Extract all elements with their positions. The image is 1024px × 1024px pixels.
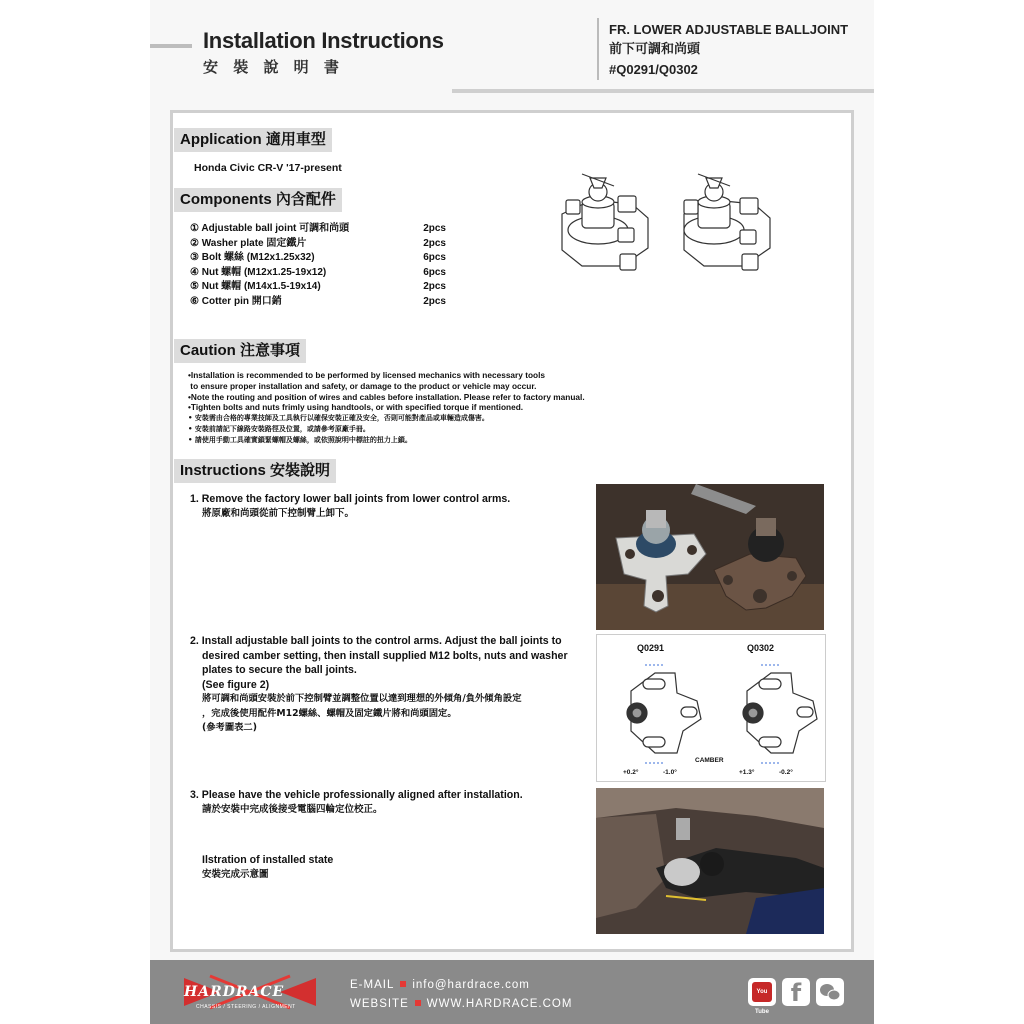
header-divider <box>597 18 599 80</box>
website-line: WEBSITE WWW.HARDRACE.COM <box>350 998 573 1010</box>
list-item: ③ Bolt 螺絲 (M12x1.25x32) 6pcs <box>190 252 446 263</box>
logo-tagline: CHASSIS / STEERING / ALIGNMENT <box>196 1004 296 1010</box>
facebook-icon[interactable]: f <box>782 978 810 1006</box>
product-name-zh: 前下可調和尚頭 <box>609 42 701 57</box>
photo-factory-ball-joints <box>596 484 824 630</box>
step-1: 1. Remove the factory lower ball joints from lower control arms. 將原廠和尚頭從前下控制臂上卸下。 <box>190 493 511 519</box>
wechat-icon[interactable] <box>816 978 844 1006</box>
youtube-icon[interactable]: You Tube <box>748 978 776 1006</box>
photo-factory-ball-joints-graphic <box>596 484 824 630</box>
ball-joint-drawing <box>552 166 782 282</box>
ball-joint-right <box>684 174 770 270</box>
diagram-label-q0291: Q0291 <box>637 643 665 653</box>
photo-installed-state-graphic <box>596 788 824 934</box>
diagram-label-q0302: Q0302 <box>747 643 775 653</box>
ball-joint-left <box>562 174 648 270</box>
caution-heading: Caution 注意事項 <box>174 339 306 363</box>
camber-value-2: -1.0° <box>663 769 677 776</box>
application-vehicle: Honda Civic CR-V '17-present <box>194 162 342 174</box>
instructions-heading: Instructions 安裝說明 <box>174 459 336 483</box>
camber-value-1: +0.2° <box>623 769 639 776</box>
header-rule-left <box>150 44 192 48</box>
wechat-glyph <box>816 978 844 1006</box>
photo-installed-state <box>596 788 824 934</box>
logo-text: HARDRACE <box>184 984 285 1000</box>
bullet-icon <box>400 981 406 987</box>
product-name: FR. LOWER ADJUSTABLE BALLJOINT <box>609 22 849 37</box>
hardrace-logo <box>180 972 320 1021</box>
list-item: ④ Nut 螺帽 (M12x1.25-19x12) 6pcs <box>190 266 446 278</box>
bullet-icon <box>415 1000 421 1006</box>
email-link[interactable]: info@hardrace.com <box>412 979 530 991</box>
header-rule-right <box>452 89 874 93</box>
application-heading: Application 適用車型 <box>174 128 332 152</box>
camber-value-4: -0.2° <box>779 769 793 776</box>
list-item: ⑤ Nut 螺帽 (M14x1.5-19x14) 2pcs <box>190 281 446 292</box>
camber-diagram <box>596 634 826 782</box>
page-title-zh: 安 裝 說 明 書 <box>203 58 344 76</box>
camber-value-3: +1.3° <box>739 769 755 776</box>
page-title: Installation Instructions <box>203 28 444 53</box>
step-3: 3. Please have the vehicle professionally aligned after installation. 請於安裝中完成後接受電腦四輪定位校正。 <box>190 789 523 815</box>
caution-text: •Installation is recommended to be performed by licensed mechanics with necessary tools to ensure proper installation and safety, or damage to the product or vehicle may occur. •Note the routing and position of wires and cables before installation. Please refer to factory manual. •Tighten bolts and nuts frimly using handtools, or with specified torque if mentioned. • 安裝需由合格的專業技師及工具執行以確保安裝正確及安全，否則可能對產品或車輛造成傷害。 • 安裝前請記下線路安裝路徑及位置，或請參考原廠手冊。 • 請使用手動工具確實鎖緊螺帽及螺絲，或依照說明中標註的扭力上鎖。 <box>188 370 585 444</box>
email-line: E-MAIL info@hardrace.com <box>350 979 530 991</box>
part-number: #Q0291/Q0302 <box>609 62 698 77</box>
website-link[interactable]: WWW.HARDRACE.COM <box>426 998 573 1010</box>
step-2: 2. Install adjustable ball joints to the control arms. Adjust the ball joints to desired camber setting, then install supplied M12 bolts, nuts and washer plates to secure the ball joints. (See figure 2) 將可調和尚頭安裝於前下控制臂並調整位置以達到理想的外傾角/負外傾角設定 ，完成後使用配件M12螺絲、螺帽及固定鐵片將和尚頭固定。 (參考圖表二) <box>190 635 568 733</box>
contact-info <box>350 976 572 1014</box>
list-item: ② Washer plate 固定鐵片 2pcs <box>190 237 446 249</box>
camber-label: CAMBER <box>695 757 724 764</box>
list-item: ⑥ Cotter pin 開口銷 2pcs <box>190 295 446 307</box>
components-heading: Components 內含配件 <box>174 188 342 212</box>
list-item: ① Adjustable ball joint 可調和尚頭 2pcs <box>190 223 446 234</box>
components-list <box>190 222 446 309</box>
product-info <box>609 20 848 80</box>
illustration-caption: Ilstration of installed state 安裝完成示意圖 <box>202 854 334 880</box>
